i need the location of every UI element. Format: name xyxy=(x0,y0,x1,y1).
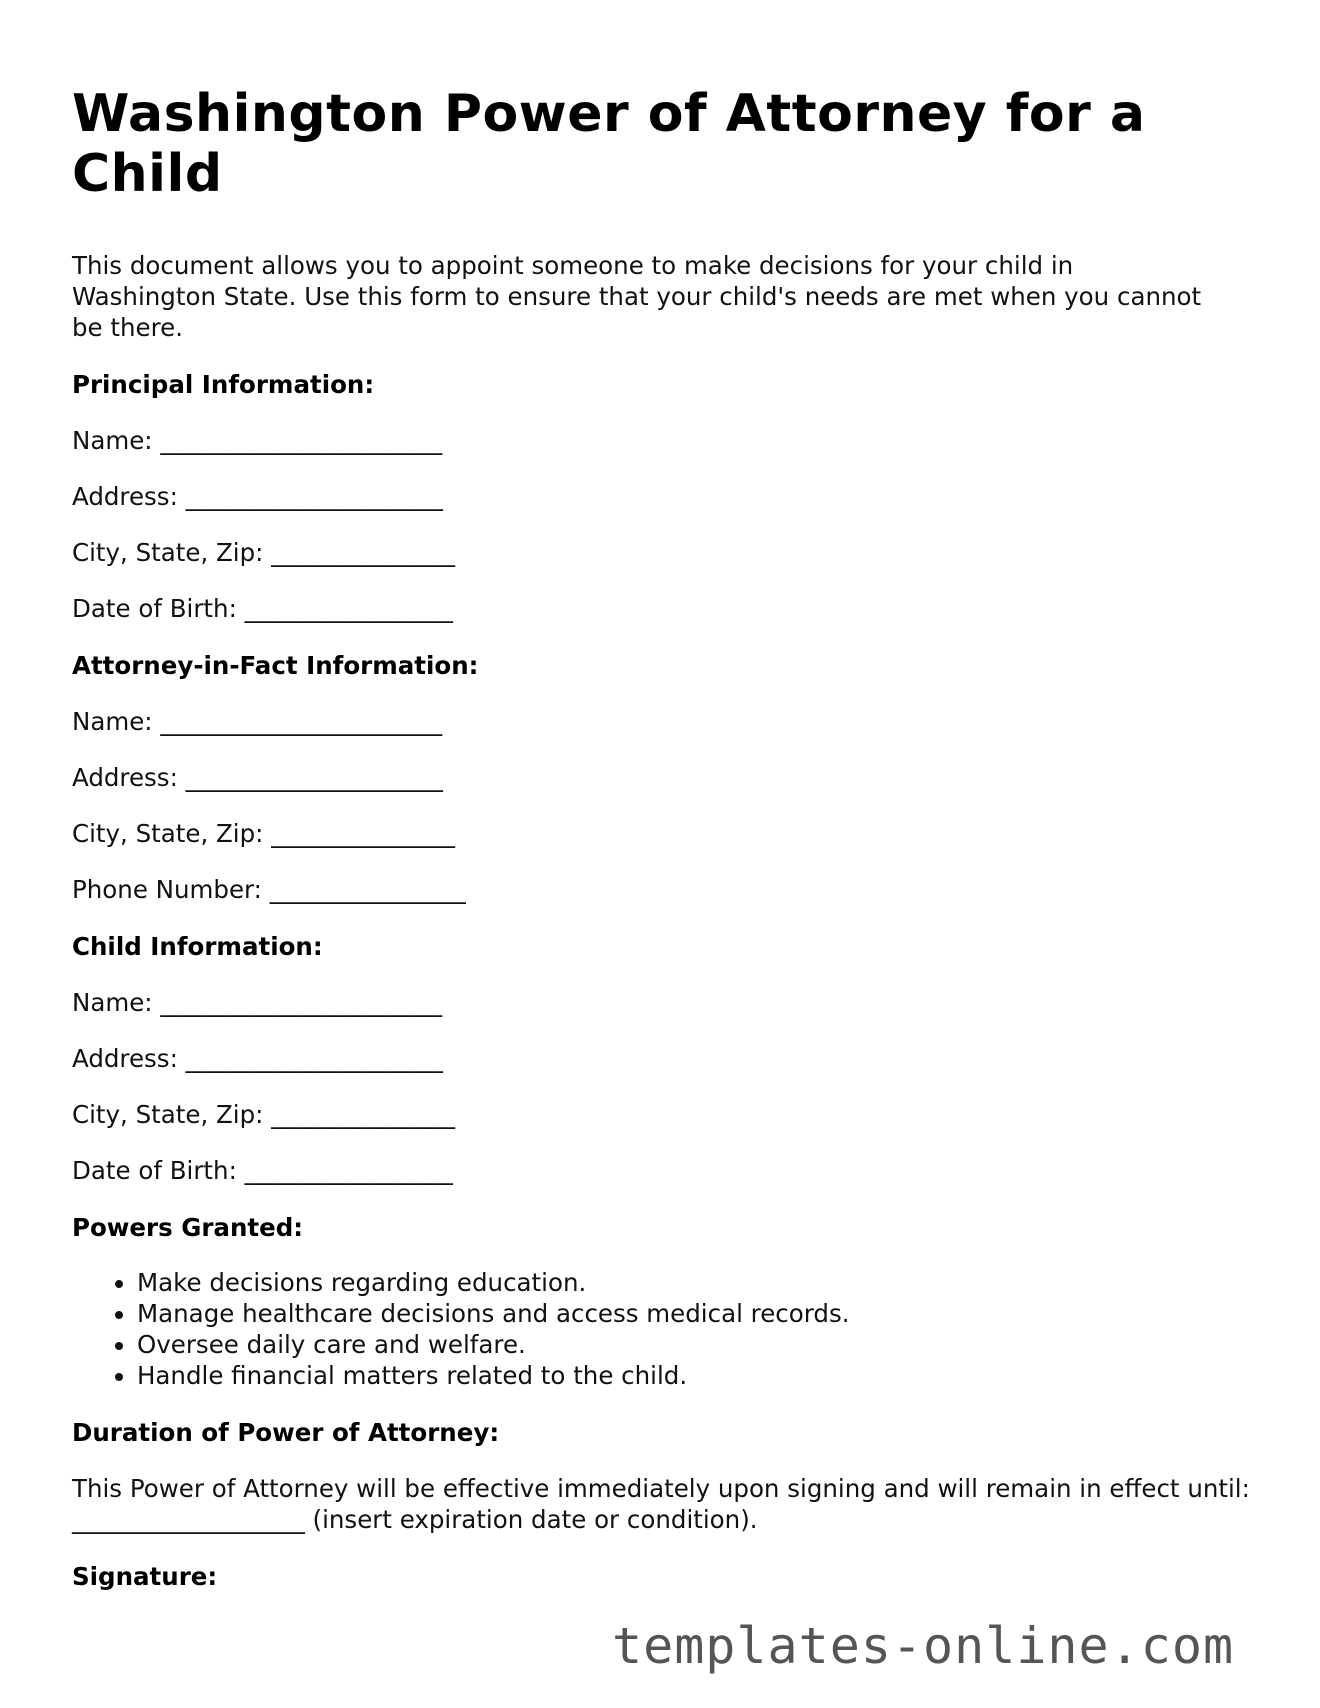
principal-address-field[interactable]: Address: _____________________ xyxy=(72,482,443,511)
attorney-heading: Attorney-in-Fact Information: xyxy=(72,651,479,680)
document-page xyxy=(72,84,1252,1592)
intro-paragraph: This document allows you to appoint someone to make decisions for your child in Washington State. Use this form to ensure that your child's needs are met when you cannot be there. xyxy=(72,251,1202,342)
principal-heading: Principal Information: xyxy=(72,370,375,399)
principal-city-state-zip-field[interactable]: City, State, Zip: _______________ xyxy=(72,538,455,567)
child-name-field[interactable]: Name: _______________________ xyxy=(72,988,443,1017)
principal-dob-field[interactable]: Date of Birth: _________________ xyxy=(72,594,453,623)
list-item: • Handle financial matters related to the child. xyxy=(137,1360,1252,1391)
child-city-state-zip-field[interactable]: City, State, Zip: _______________ xyxy=(72,1100,455,1129)
list-item: • Make decisions regarding education. xyxy=(137,1267,1252,1298)
attorney-address-field[interactable]: Address: _____________________ xyxy=(72,763,443,792)
duration-paragraph: This Power of Attorney will be effective immediately upon signing and will remain in effect until: ___________________ (insert expiration date or condition). xyxy=(72,1474,1250,1534)
attorney-name-field[interactable]: Name: _______________________ xyxy=(72,707,443,736)
child-address-field[interactable]: Address: _____________________ xyxy=(72,1044,443,1073)
attorney-city-state-zip-field[interactable]: City, State, Zip: _______________ xyxy=(72,819,455,848)
list-item: • Manage healthcare decisions and access medical records. xyxy=(137,1298,1252,1329)
attorney-phone-field[interactable]: Phone Number: ________________ xyxy=(72,875,466,904)
duration-heading: Duration of Power of Attorney: xyxy=(72,1418,500,1447)
watermark-text: templates-online.com xyxy=(612,1617,1235,1675)
list-item: • Oversee daily care and welfare. xyxy=(137,1329,1252,1360)
child-dob-field[interactable]: Date of Birth: _________________ xyxy=(72,1156,453,1185)
page-title: Washington Power of Attorney for a Child xyxy=(72,84,1146,204)
powers-heading: Powers Granted: xyxy=(72,1213,304,1242)
signature-heading: Signature: xyxy=(72,1562,218,1591)
principal-name-field[interactable]: Name: _______________________ xyxy=(72,426,443,455)
child-heading: Child Information: xyxy=(72,932,323,961)
powers-list xyxy=(72,1267,1252,1391)
